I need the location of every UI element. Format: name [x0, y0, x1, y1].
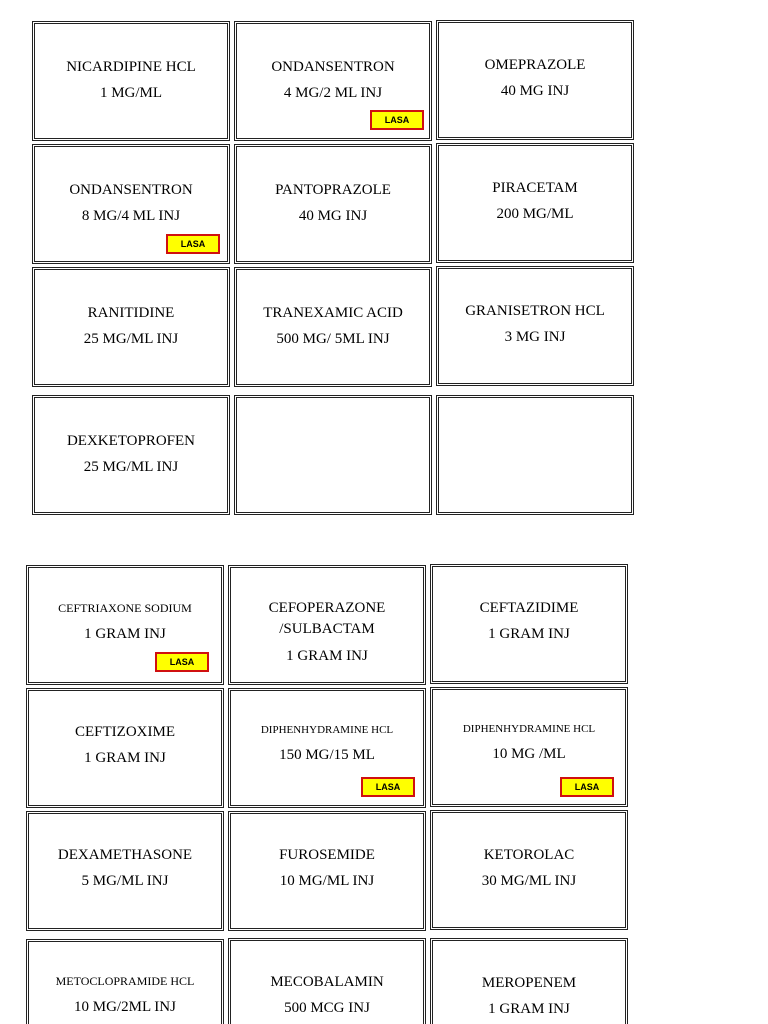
drug-name: CEFOPERAZONE — [268, 600, 386, 616]
drug-strength: 40 MG INJ — [500, 83, 570, 99]
drug-strength: 10 MG/2ML INJ — [74, 999, 176, 1015]
drug-name: PIRACETAM — [492, 180, 578, 196]
drug-label-card — [234, 144, 432, 264]
drug-name: RANITIDINE — [87, 305, 175, 321]
drug-strength: 8 MG/4 ML INJ — [81, 208, 181, 224]
drug-strength: 30 MG/ML INJ — [481, 873, 577, 889]
drug-strength: 1 GRAM INJ — [488, 1001, 570, 1017]
drug-label-card — [228, 811, 426, 931]
drug-strength: 500 MCG INJ — [284, 1000, 370, 1016]
drug-label-card — [228, 938, 426, 1024]
drug-name: DEXKETOPROFEN — [66, 433, 196, 449]
drug-strength: 200 MG/ML — [496, 206, 574, 222]
drug-strength: 25 MG/ML INJ — [83, 459, 179, 475]
drug-name: NICARDIPINE HCL — [66, 59, 196, 75]
drug-name-continued: /SULBACTAM — [279, 621, 375, 637]
lasa-badge: LASA — [155, 652, 209, 672]
drug-name: FUROSEMIDE — [279, 847, 375, 863]
drug-label-card — [234, 267, 432, 387]
drug-strength: 3 MG INJ — [504, 329, 566, 345]
drug-label-card — [32, 267, 230, 387]
drug-label-card — [26, 688, 224, 808]
drug-label-card — [26, 565, 224, 685]
lasa-badge: LASA — [166, 234, 220, 254]
drug-strength: 10 MG /ML — [492, 746, 566, 762]
drug-name: MEROPENEM — [481, 975, 577, 991]
drug-label-card — [430, 564, 628, 684]
drug-name: ONDANSENTRON — [271, 59, 395, 75]
drug-label-card — [32, 144, 230, 264]
drug-name: DEXAMETHASONE — [57, 847, 193, 863]
drug-strength: 500 MG/ 5ML INJ — [276, 331, 390, 347]
drug-name: METOCLOPRAMIDE HCL — [55, 974, 195, 988]
lasa-badge: LASA — [370, 110, 424, 130]
empty-label-card — [234, 395, 432, 515]
drug-strength: 150 MG/15 ML — [279, 747, 375, 763]
drug-label-card — [26, 939, 224, 1024]
drug-strength: 25 MG/ML INJ — [83, 331, 179, 347]
drug-name: CEFTRIAXONE SODIUM — [58, 601, 192, 615]
drug-strength: 5 MG/ML INJ — [81, 873, 169, 889]
drug-label-card — [436, 20, 634, 140]
drug-strength: 1 MG/ML — [99, 85, 163, 101]
drug-strength: 1 GRAM INJ — [84, 626, 166, 642]
drug-label-card — [436, 143, 634, 263]
drug-name: TRANEXAMIC ACID — [263, 305, 403, 321]
drug-label-card — [32, 21, 230, 141]
lasa-badge: LASA — [560, 777, 614, 797]
lasa-badge: LASA — [361, 777, 415, 797]
drug-strength: 4 MG/2 ML INJ — [283, 85, 383, 101]
drug-name: PANTOPRAZOLE — [275, 182, 391, 198]
drug-label-card — [26, 811, 224, 931]
drug-name: KETOROLAC — [483, 847, 575, 863]
drug-strength: 1 GRAM INJ — [488, 626, 570, 642]
drug-strength: 40 MG INJ — [298, 208, 368, 224]
drug-label-card — [430, 938, 628, 1024]
drug-label-card — [228, 565, 426, 685]
drug-label-card — [430, 810, 628, 930]
drug-label-card — [430, 687, 628, 807]
drug-name: OMEPRAZOLE — [484, 57, 586, 73]
empty-label-card — [436, 395, 634, 515]
drug-label-card — [436, 266, 634, 386]
drug-name: ONDANSENTRON — [69, 182, 193, 198]
drug-name: CEFTIZOXIME — [75, 724, 175, 740]
drug-name: DIPHENHYDRAMINE HCL — [462, 723, 596, 735]
drug-strength: 1 GRAM INJ — [84, 750, 166, 766]
drug-strength: 1 GRAM INJ — [286, 648, 368, 664]
drug-name: CEFTAZIDIME — [479, 600, 579, 616]
drug-label-card — [234, 21, 432, 141]
drug-name: DIPHENHYDRAMINE HCL — [260, 724, 394, 736]
drug-label-card — [32, 395, 230, 515]
drug-strength: 10 MG/ML INJ — [279, 873, 375, 889]
drug-name: MECOBALAMIN — [270, 974, 384, 990]
drug-label-card — [228, 688, 426, 808]
drug-name: GRANISETRON HCL — [465, 303, 605, 319]
